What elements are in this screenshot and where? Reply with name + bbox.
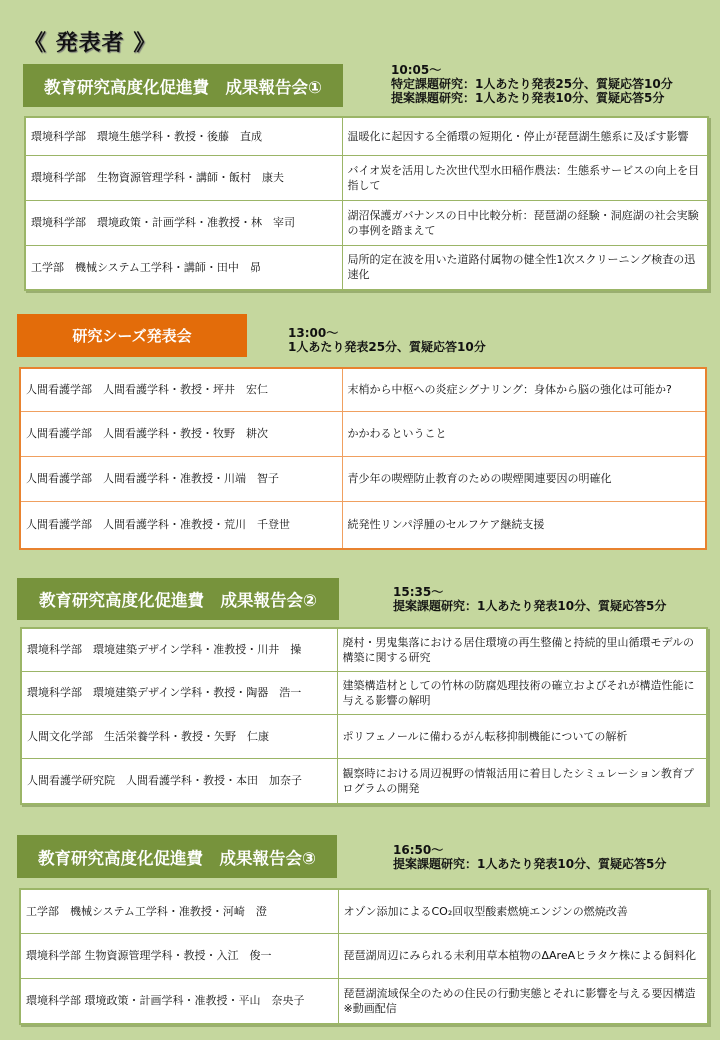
table-row	[20, 368, 706, 411]
talk-title-cell: 青少年の喫煙防止教育のための喫煙関連要因の明確化	[342, 456, 706, 501]
talk-title-cell: 湖沼保護ガバナンスの日中比較分析：琵琶湖の経験・洞庭湖の社会実験の事例を踏まえて	[342, 200, 708, 245]
table-row	[20, 501, 706, 549]
session-4-time: 16:50～	[393, 843, 444, 857]
presenter-cell: 環境科学部 生物資源管理学科・講師・飯村 康夫	[25, 155, 342, 200]
session-3-info-line-1: 提案課題研究：1人あたり発表10分、質疑応答5分	[393, 599, 667, 613]
session-2-banner	[17, 314, 247, 357]
session-2-table	[19, 367, 707, 550]
session-3-time: 15:35～	[393, 585, 444, 599]
presenter-cell: 人間看護学部 人間看護学科・教授・坪井 宏仁	[20, 368, 342, 411]
session-2-info-line-1: 1人あたり発表25分、質疑応答10分	[288, 340, 486, 354]
talk-title-cell: 廃村・男鬼集落における居住環境の再生整備と持続的里山循環モデルの構築に関する研究	[337, 628, 707, 671]
session-4-info-line-1: 提案課題研究：1人あたり発表10分、質疑応答5分	[393, 857, 667, 871]
presenter-cell: 環境科学部 環境政策・計画学科・准教授・平山 奈央子	[20, 978, 338, 1024]
session-4-table	[19, 888, 709, 1025]
presenter-cell: 人間看護学部 人間看護学科・准教授・荒川 千登世	[20, 501, 342, 549]
talk-title-cell: 観察時における周辺視野の情報活用に着目したシミュレーション教育プログラムの開発	[337, 758, 707, 804]
table-row	[25, 200, 708, 245]
session-1-banner	[23, 64, 343, 107]
talk-title-cell: 続発性リンパ浮腫のセルフケア継続支援	[342, 501, 706, 549]
talk-title-cell: かかわるということ	[342, 411, 706, 456]
session-1-info	[391, 63, 673, 105]
session-1-banner-label: 教育研究高度化促進費 成果報告会①	[44, 77, 322, 97]
session-1-info-line-2: 提案課題研究：1人あたり発表10分、質疑応答5分	[391, 91, 665, 105]
presenter-cell: 環境科学部 生物資源管理学科・教授・入江 俊一	[20, 933, 338, 978]
presenter-cell: 工学部 機械システム工学科・講師・田中 昴	[25, 245, 342, 290]
table-row	[20, 933, 708, 978]
presenter-cell: 環境科学部 環境政策・計画学科・准教授・林 宰司	[25, 200, 342, 245]
talk-title-cell: 建築構造材としての竹林の防腐処理技術の確立およびそれが構造性能に与える影響の解明	[337, 671, 707, 714]
talk-title-cell: オゾン添加によるCO₂回収型酸素燃焼エンジンの燃焼改善	[338, 889, 708, 933]
presenter-cell: 環境科学部 環境建築デザイン学科・准教授・川井 操	[21, 628, 337, 671]
talk-title-cell: 温暖化に起因する全循環の短期化・停止が琵琶湖生態系に及ぼす影響	[342, 117, 708, 155]
session-3-banner-label: 教育研究高度化促進費 成果報告会②	[39, 591, 317, 610]
session-3-table	[20, 627, 708, 805]
session-1-time: 10:05～	[391, 63, 442, 77]
presenter-cell: 環境科学部 環境建築デザイン学科・教授・陶器 浩一	[21, 671, 337, 714]
table-row	[21, 714, 707, 758]
session-4-banner	[17, 835, 337, 878]
presenter-cell: 人間看護学部 人間看護学科・准教授・川端 智子	[20, 456, 342, 501]
session-2-banner-label: 研究シーズ発表会	[72, 327, 192, 345]
talk-title-cell: 局所的定在波を用いた道路付属物の健全性1次スクリーニング検査の迅速化	[342, 245, 708, 290]
talk-title-cell: 琵琶湖周辺にみられる未利用草本植物のΔAreAヒラタケ株による飼料化	[338, 933, 708, 978]
table-row	[21, 671, 707, 714]
table-row	[20, 411, 706, 456]
presenter-cell: 人間看護学部 人間看護学科・教授・牧野 耕次	[20, 411, 342, 456]
table-row	[20, 978, 708, 1024]
session-1-info-line-1: 特定課題研究：1人あたり発表25分、質疑応答10分	[391, 77, 673, 91]
talk-title-cell: バイオ炭を活用した次世代型水田稲作農法：生態系サービスの向上を目指して	[342, 155, 708, 200]
table-row	[20, 456, 706, 501]
table-row	[25, 245, 708, 290]
table-row	[21, 628, 707, 671]
talk-title-cell: 末梢から中枢への炎症シグナリング：身体から脳の強化は可能か?	[342, 368, 706, 411]
session-1-table	[24, 116, 709, 291]
table-row	[21, 758, 707, 804]
table-row	[25, 117, 708, 155]
presenter-cell: 工学部 機械システム工学科・准教授・河崎 澄	[20, 889, 338, 933]
session-2-time: 13:00～	[288, 326, 339, 340]
session-4-info	[393, 843, 666, 871]
presenter-cell: 人間文化学部 生活栄養学科・教授・矢野 仁康	[21, 714, 337, 758]
page-title: 《 発表者 》	[24, 31, 157, 56]
talk-title-cell: 琵琶湖流域保全のための住民の行動実態とそれに影響を与える要因構造 ※動画配信	[338, 978, 708, 1024]
presenter-cell: 環境科学部 環境生態学科・教授・後藤 直成	[25, 117, 342, 155]
table-row	[20, 889, 708, 933]
presenter-cell: 人間看護学研究院 人間看護学科・教授・本田 加奈子	[21, 758, 337, 804]
session-3-info	[393, 585, 666, 613]
session-4-banner-label: 教育研究高度化促進費 成果報告会③	[38, 848, 316, 868]
session-2-info	[288, 326, 486, 354]
session-3-banner	[17, 578, 339, 620]
table-row	[25, 155, 708, 200]
talk-title-cell: ポリフェノールに備わるがん転移抑制機能についての解析	[337, 714, 707, 758]
